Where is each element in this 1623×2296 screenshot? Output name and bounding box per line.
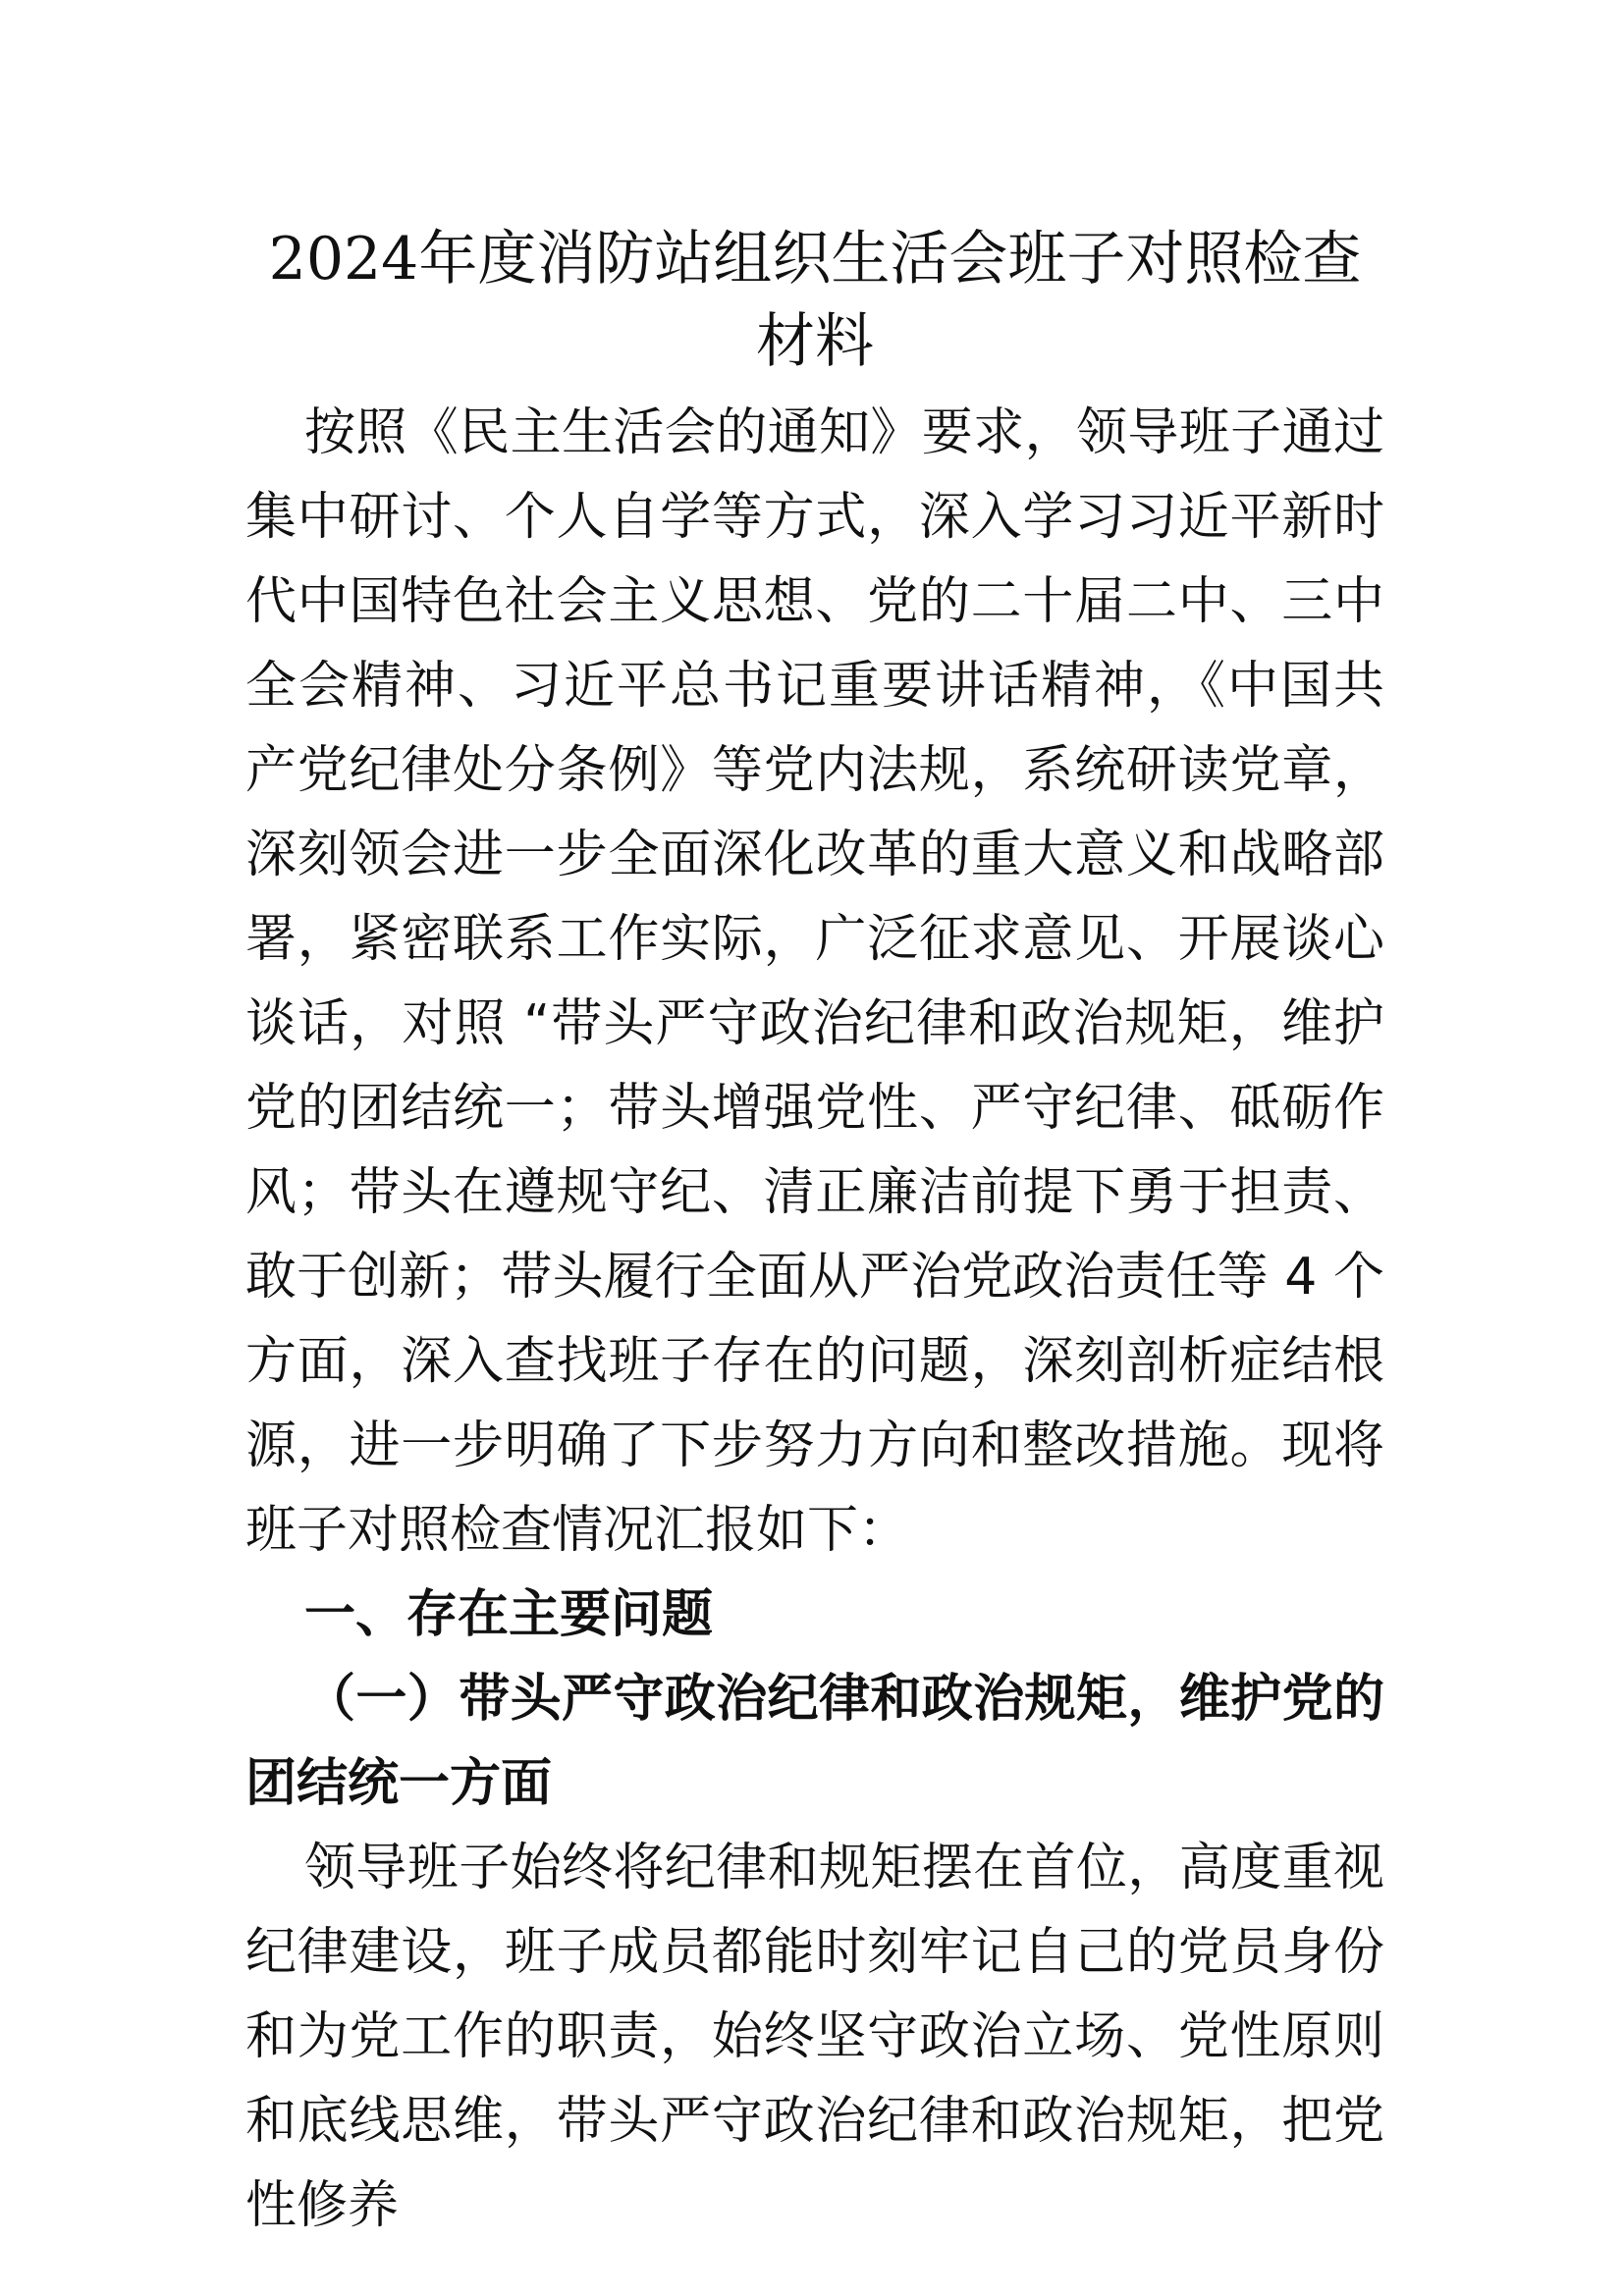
subsection-heading: （一）带头严守政治纪律和政治规矩，维护党的团结统一方面 (245, 1670, 1384, 1813)
subsection-paragraph: 领导班子始终将纪律和规矩摆在首位，高度重视纪律建设，班子成员都能时刻牢记自己的党员身份和为党工作的职责，始终坚守政治立场、党性原则和底线思维，带头严守政治纪律和政治规矩，把党性修养 (245, 1839, 1384, 2235)
section-heading: 一、存在主要问题 (304, 1585, 714, 1644)
intro-paragraph: 按照《民主生活会的通知》要求，领导班子通过集中研讨、个人自学等方式，深入学习习近平新时代中国特色社会主义思想、党的二十届二中、三中全会精神、习近平总书记重要讲话精神，《中国共产党纪律处分条例》等党内法规，系统研读党章，深刻领会进一步全面深化改革的重大意义和战略部署，紧密联系工作实际，广泛征求意见、开展谈心谈话，对照 “带头严守政治纪律和政治规矩，维护党的团结统一；带头增强党性、严守纪律、砥砺作风；带头在遵规守纪、清正廉洁前提下勇于担责、敢于创新；带头履行全面从严治党政治责任等 4 个方面，深入查找班子存在的问题，深刻剖析症结根源，进一步明确了下步努力方向和整改措施。现将班子对照检查情况汇报如下： (245, 403, 1384, 1560)
document-content (245, 218, 1384, 2248)
document-title: 2024年度消防站组织生活会班子对照检查材料 (268, 225, 1362, 376)
